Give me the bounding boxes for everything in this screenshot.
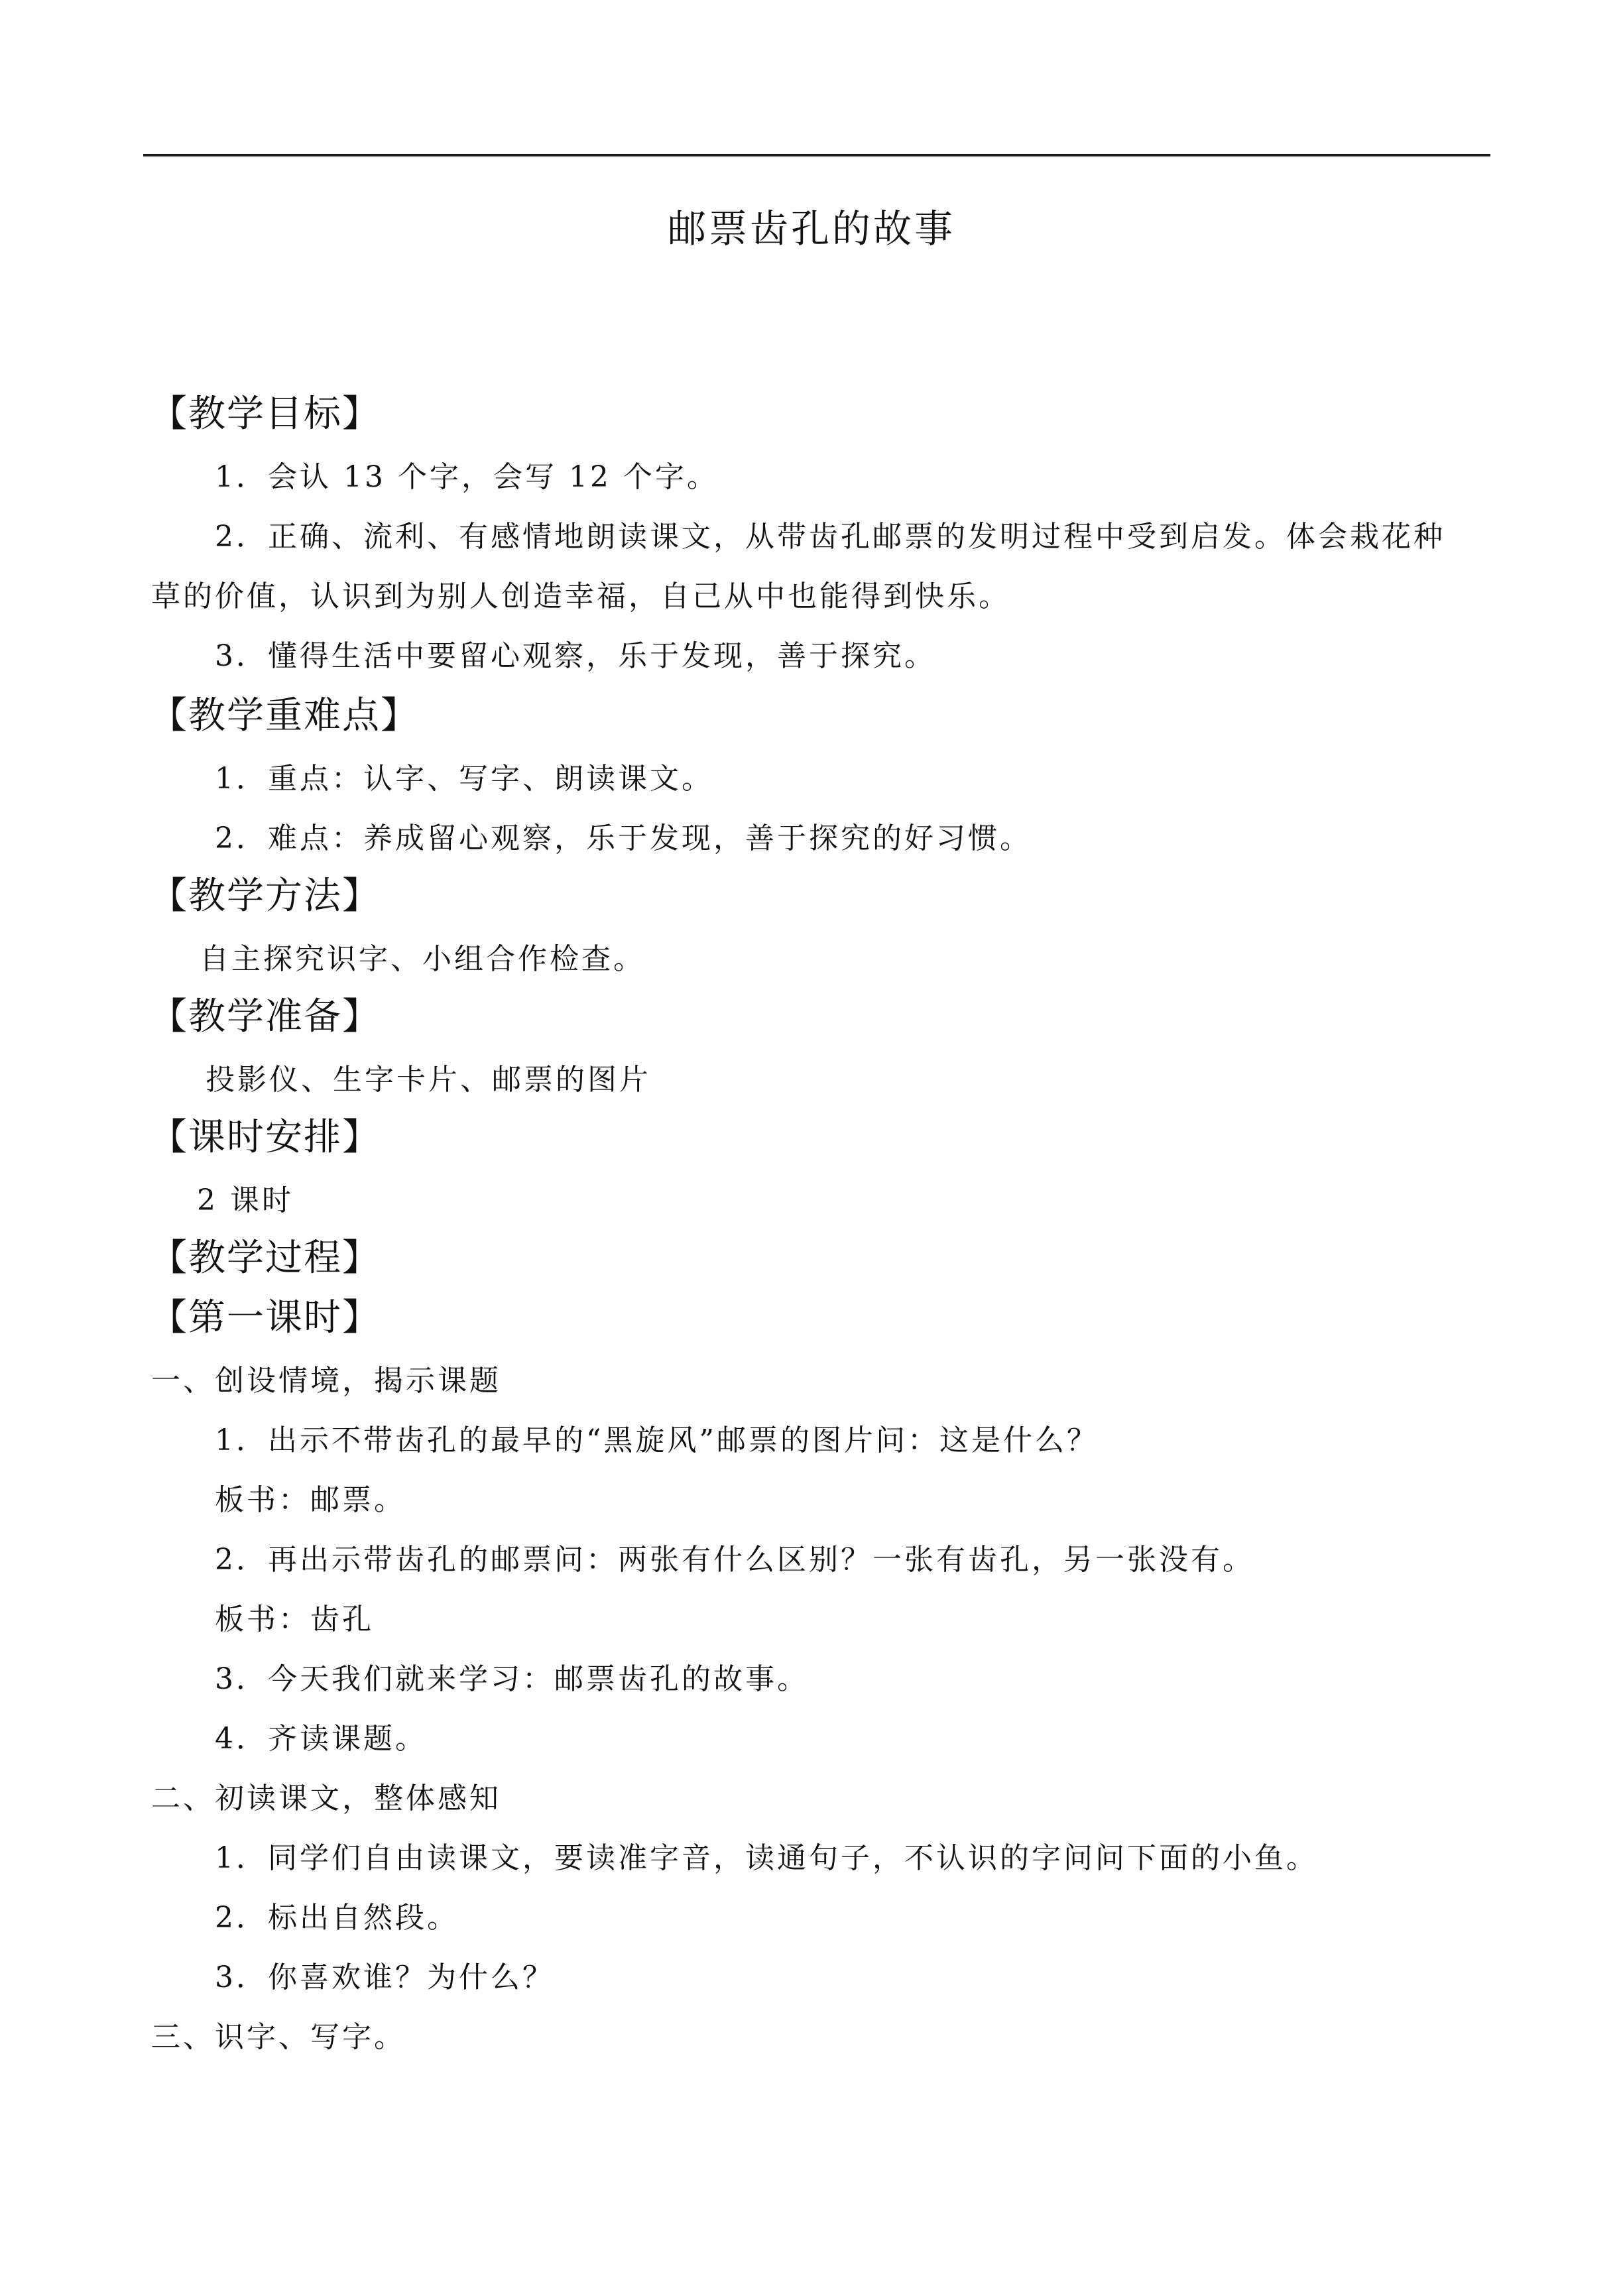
objective-2-cont: 草的价值，认识到为别人创造幸福，自己从中也能得到快乐。: [151, 579, 1010, 613]
part2-item-3: 3．你喜欢谁？为什么？: [215, 1961, 554, 1994]
header-rule: [143, 154, 1490, 156]
methods-text: 自主探究识字、小组合作检查。: [200, 942, 645, 976]
part3-title: 三、识字、写字。: [151, 2020, 406, 2054]
key-point-1: 1．重点：认字、写字、朗读课文。: [215, 762, 713, 796]
key-point-2: 2．难点：养成留心观察，乐于发现，善于探究的好习惯。: [215, 821, 1032, 855]
part2-item-1: 1．同学们自由读课文，要读准字音，读通句子，不认识的字问问下面的小鱼。: [215, 1841, 1318, 1875]
objective-2: 2．正确、流利、有感情地朗读课文，从带齿孔邮票的发明过程中受到启发。体会栽花种: [215, 520, 1445, 554]
objective-1: 1．会认 13 个字，会写 12 个字。: [215, 460, 719, 494]
part1-board-2: 板书：齿孔: [215, 1602, 374, 1636]
heading-key-points: 【教学重难点】: [150, 694, 419, 737]
part1-board-1: 板书：邮票。: [215, 1483, 406, 1517]
part2-title: 二、初读课文，整体感知: [151, 1782, 501, 1815]
objective-3: 3．懂得生活中要留心观察，乐于发现，善于探究。: [215, 639, 936, 673]
part2-item-2: 2．标出自然段。: [215, 1901, 459, 1935]
part1-item-3: 3．今天我们就来学习：邮票齿孔的故事。: [215, 1662, 809, 1696]
part1-title: 一、创设情境，揭示课题: [151, 1364, 501, 1398]
heading-objectives: 【教学目标】: [150, 393, 381, 436]
page-title: 邮票齿孔的故事: [667, 206, 955, 251]
heading-preparation: 【教学准备】: [150, 995, 381, 1038]
heading-process: 【教学过程】: [150, 1237, 381, 1280]
preparation-text: 投影仪、生字卡片、邮票的图片: [206, 1063, 651, 1097]
part1-item-1: 1．出示不带齿孔的最早的“黑旋风”邮票的图片问：这是什么？: [215, 1423, 1099, 1457]
schedule-text: 2 课时: [197, 1183, 294, 1217]
heading-methods: 【教学方法】: [150, 875, 381, 918]
part1-item-4: 4．齐读课题。: [215, 1722, 427, 1756]
heading-schedule: 【课时安排】: [150, 1116, 381, 1159]
heading-lesson-1: 【第一课时】: [150, 1296, 381, 1339]
part1-item-2: 2．再出示带齿孔的邮票问：两张有什么区别？一张有齿孔，另一张没有。: [215, 1543, 1254, 1577]
